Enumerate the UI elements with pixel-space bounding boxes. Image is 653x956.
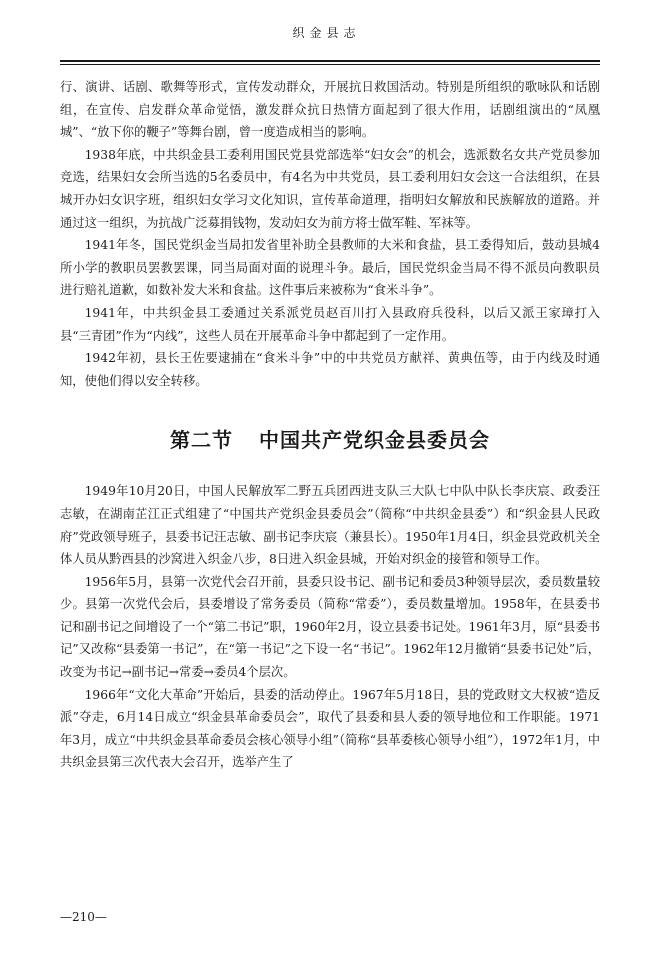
paragraph: 行、演讲、话剧、歌舞等形式，宣传发动群众，开展抗日救国活动。特别是所组织的歌咏队和话剧组，在宣传、启发群众革命觉悟，激发群众抗日热情方面起到了很大作用，话剧组演出的“凤凰城”、“放下你的鞭子”等舞台剧，曾一度造成相当的影响。: [60, 80, 600, 140]
section-title: 中国共产党织金县委员会: [259, 428, 490, 453]
body-text: [60, 76, 600, 774]
page-number: —210—: [60, 910, 107, 924]
section-number: 第二节: [170, 428, 233, 453]
header-rule-thin: [60, 64, 600, 65]
paragraph: 1966年“文化大革命”开始后，县委的活动停止。1967年5月18日，县的党政财文大权被“造反派”夺走，6月14日成立“织金县革命委员会”，取代了县委和县人委的领导地位和工作职能。1971年3月，成立“中共织金县革命委员会核心领导小组”（简称“县革委核心领导小组”），1972年1月，中共织金县第三次代表大会召开，选举产生了: [60, 687, 600, 770]
header-rule-thick: [60, 60, 600, 62]
paragraph: 1938年底，中共织金县工委利用国民党县党部选举“妇女会”的机会，选派数名女共产党员参加竞选，结果妇女会所当选的5名委员中，有4名为中共党员，县工委利用妇女会这一合法组织，在县城开办妇女识字班，组织妇女学习文化知识，宣传革命道理，指明妇女解放和民族解放的道路。并通过这一组织，为抗战广泛募捐钱物，发动妇女为前方将士做军鞋、军袜等。: [60, 147, 600, 230]
running-header: 织金县志: [292, 26, 361, 40]
paragraph: 1949年10月20日，中国人民解放军二野五兵团西进支队三大队七中队中队长李庆宸、政委汪志敏，在湖南芷江正式组建了“中国共产党织金县委员会”（简称“中共织金县委”）和“织金县人民政府”党政领导班子，县委书记汪志敏、副书记李庆宸（兼县长）。1950年1月4日，织金县党政机关全体人员从黔西县的沙窝进入织金八步，8日进入织金县城，开始对织金的接管和领导工作。: [60, 484, 600, 567]
section-heading: [60, 426, 600, 454]
paragraph: 1941年冬，国民党织金当局扣发省里补助全县教师的大米和食盐，县工委得知后，鼓动县城4所小学的教职员罢教罢课，同当局面对面的说理斗争。最后，国民党织金当局不得不派员向教职员进行赔礼道歉，如数补发大米和食盐。这件事后来被称为“食米斗争”。: [60, 238, 600, 298]
paragraph: 1956年5月，县第一次党代会召开前，县委只设书记、副书记和委员3种领导层次，委员数量较少。县第一次党代会后，县委增设了常务委员（简称“常委”），委员数量增加。1958年，在县委书记和副书记之间增设了一个“第二书记”职，1960年2月，设立县委书记处。1961年3月，原“县委书记”又改称“县委第一书记”，在“第一书记”之下设一名“书记”。1962年12月撤销“县委书记处”后，改变为书记→副书记→常委→委员4个层次。: [60, 574, 600, 680]
paragraph: 1942年初，县长王佐要逮捕在“食米斗争”中的中共党员方献祥、黄典伍等，由于内线及时通知，使他们得以安全转移。: [60, 351, 600, 388]
paragraph: 1941年，中共织金县工委通过关系派党员赵百川打入县政府兵役科，以后又派王家璋打入县“三青团”作为“内线”，这些人员在开展革命斗争中都起到了一定作用。: [60, 305, 600, 343]
